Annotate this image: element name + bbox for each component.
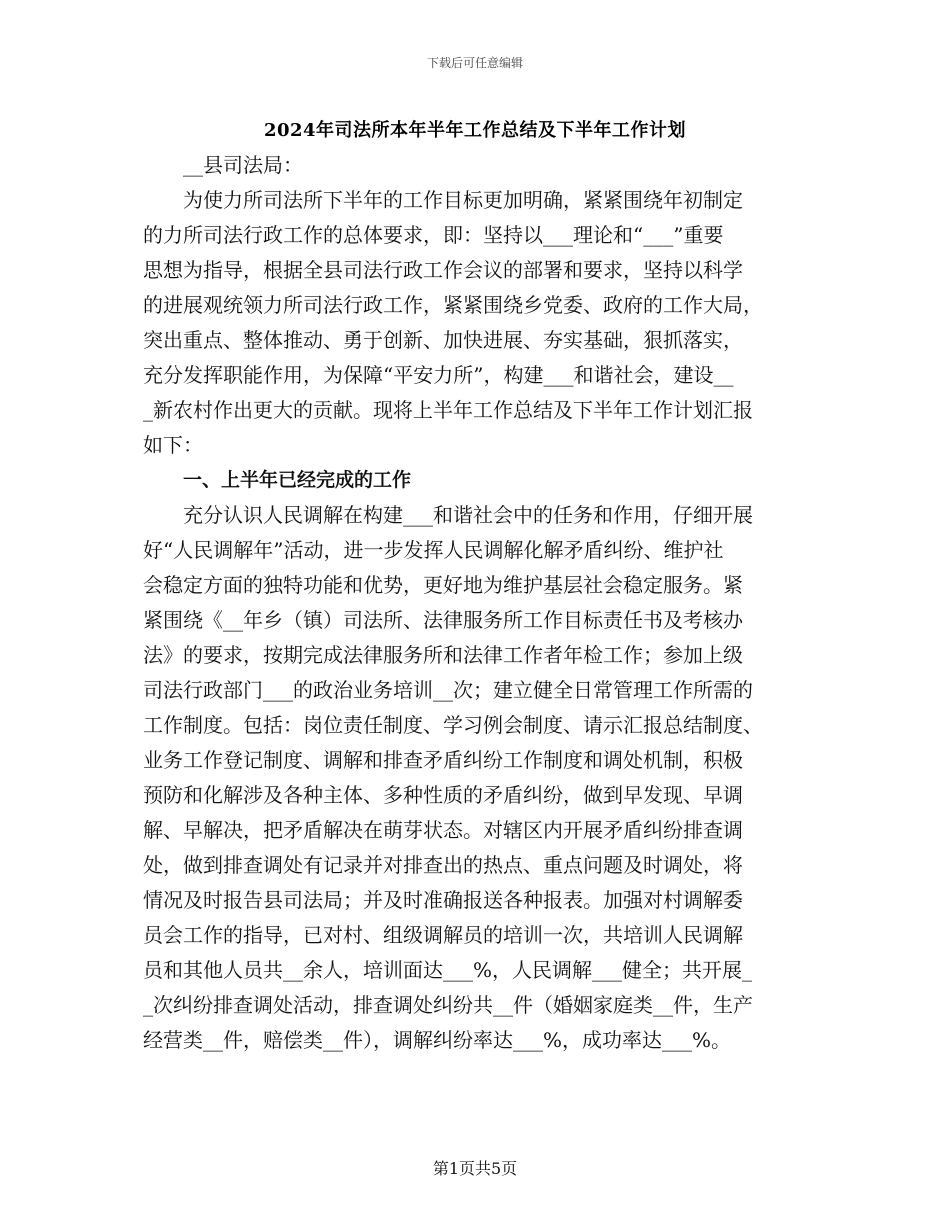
paragraph-line: 突出重点、整体推动、勇于创新、加快进展、夯实基础，狠抓落实， xyxy=(143,328,743,352)
paragraph-line: __县司法局： xyxy=(183,153,303,177)
header-note: 下载后可任意编辑 xyxy=(426,56,523,70)
paragraph-line: 处，做到排查调处有记录并对排查出的热点、重点问题及时调处，将 xyxy=(143,853,743,877)
paragraph-line: 员会工作的指导，已对村、组级调解员的培训一次，共培训人民调解 xyxy=(143,923,743,947)
document-title: 2024年司法所本年半年工作总结及下半年工作计划 xyxy=(263,120,687,141)
document-body xyxy=(143,148,807,1058)
section-heading: 一、上半年已经完成的工作 xyxy=(183,469,412,491)
paragraph-line: _新农村作出更大的贡献。现将上半年工作总结及下半年工作计划汇报 xyxy=(143,398,753,422)
paragraph-line: 情况及时报告县司法局；并及时准确报送各种报表。加强对村调解委 xyxy=(143,888,743,912)
page-footer: 第1页共5页 xyxy=(432,1159,518,1178)
paragraph-line: 为使力所司法所下半年的工作目标更加明确，紧紧围绕年初制定 xyxy=(183,188,743,212)
paragraph-line: 业务工作登记制度、调解和排查矛盾纠纷工作制度和调处机制，积极 xyxy=(143,748,743,772)
paragraph-line: 法》的要求，按期完成法律服务所和法律工作者年检工作；参加上级 xyxy=(143,643,743,667)
paragraph-line: 会稳定方面的独特功能和优势，更好地为维护基层社会稳定服务。紧 xyxy=(143,573,743,597)
paragraph-line: 工作制度。包括：岗位责任制度、学习例会制度、请示汇报总结制度、 xyxy=(143,713,763,737)
paragraph-line: 经营类__件，赔偿类__件），调解纠纷率达___%，成功率达___%。 xyxy=(143,1028,732,1052)
paragraph-line: 如下： xyxy=(143,433,203,457)
paragraph-line: 预防和化解涉及各种主体、多种性质的矛盾纠纷，做到早发现、早调 xyxy=(143,783,743,807)
paragraph-line: 充分认识人民调解在构建___和谐社会中的任务和作用，仔细开展 xyxy=(183,503,753,527)
paragraph-line: 的力所司法行政工作的总体要求，即：坚持以___理论和“___”重要 xyxy=(143,223,724,247)
paragraph-line: 员和其他人员共__余人，培训面达___%，人民调解___健全；共开展_ xyxy=(143,958,753,982)
paragraph-line: _次纠纷排查调处活动，排查调处纠纷共__件（婚姻家庭类__件，生产 xyxy=(143,993,753,1017)
paragraph-line: 司法行政部门___的政治业务培训__次；建立健全日常管理工作所需的 xyxy=(143,678,753,702)
paragraph-line: 好“人民调解年”活动，进一步发挥人民调解化解矛盾纠纷、维护社 xyxy=(143,538,724,562)
paragraph-line: 的进展观统领力所司法行政工作，紧紧围绕乡党委、政府的工作大局， xyxy=(143,293,763,317)
paragraph-line: 充分发挥职能作用，为保障“平安力所”，构建___和谐社会，建设__ xyxy=(143,363,734,387)
paragraph-line: 思想为指导，根据全县司法行政工作会议的部署和要求，坚持以科学 xyxy=(143,258,743,282)
paragraph-line: 解、早解决，把矛盾解决在萌芽状态。对辖区内开展矛盾纠纷排查调 xyxy=(143,818,743,842)
paragraph-line: 紧围绕《__年乡（镇）司法所、法律服务所工作目标责任书及考核办 xyxy=(143,608,743,632)
